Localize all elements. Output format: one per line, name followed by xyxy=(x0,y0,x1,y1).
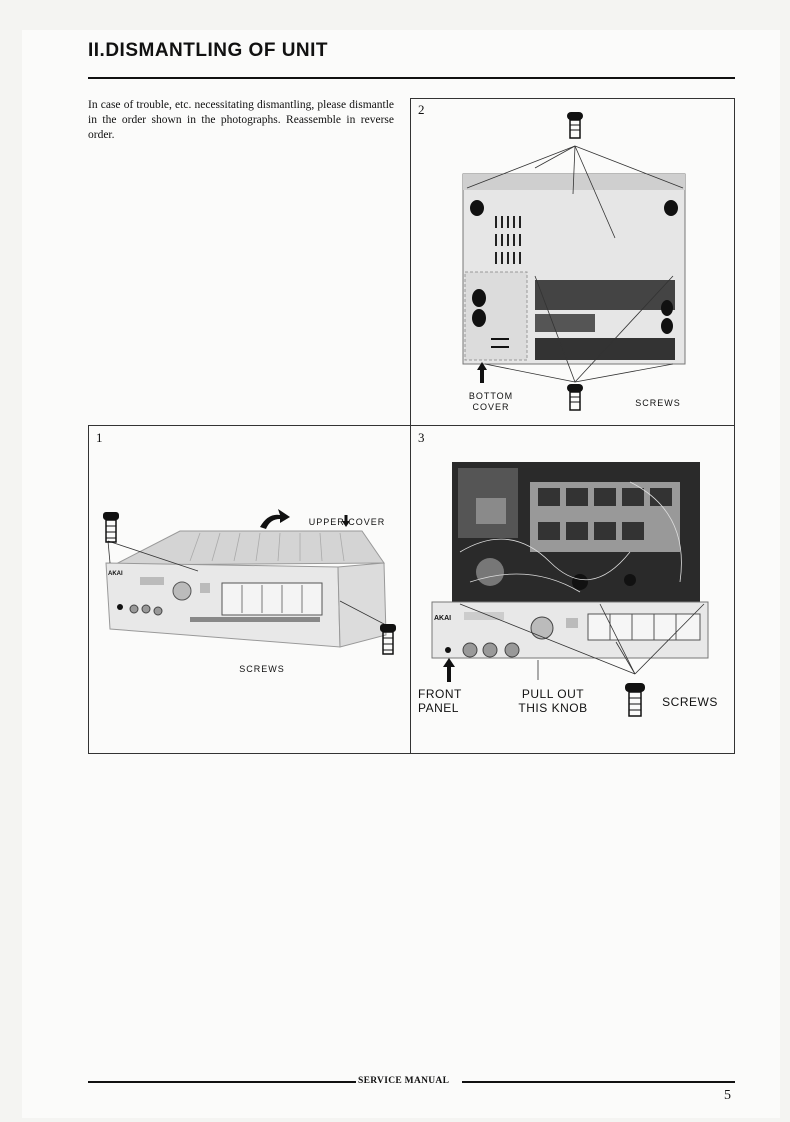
panel-2-screws-label: SCREWS xyxy=(635,398,681,408)
frame-top-right xyxy=(410,98,735,99)
screw-icon xyxy=(623,683,647,719)
frame-middle xyxy=(88,425,735,426)
intro-paragraph: In case of trouble, etc. necessitating dismantling, please dismantle in the order shown in the photographs. Reassemble in reverse order. xyxy=(88,99,394,141)
panel-2-number: 2 xyxy=(418,102,425,117)
front-panel-label: FRONT PANEL xyxy=(418,687,462,715)
footer-rule-right xyxy=(462,1081,735,1083)
frame-bottom xyxy=(88,753,735,754)
bottom-cover-label: BOTTOM COVER xyxy=(468,391,514,412)
frame-left-lower xyxy=(88,425,89,754)
panel-3-number: 3 xyxy=(418,430,425,445)
screw-icon xyxy=(567,112,583,138)
panel-1-number: 1 xyxy=(96,430,103,445)
screw-icon xyxy=(101,512,121,548)
frame-left-upper xyxy=(410,98,411,754)
upper-cover-label: UPPER COVER xyxy=(308,517,386,527)
arrow-up-icon xyxy=(442,658,456,684)
akai-logo: AKAI xyxy=(434,615,452,622)
akai-logo: AKAI xyxy=(108,571,123,577)
panel-3-interior-photo xyxy=(430,462,710,682)
footer-rule-left xyxy=(88,1081,356,1083)
panel-2-bottom-view-photo xyxy=(455,112,695,342)
panel-3-screws-label: SCREWS xyxy=(662,695,718,709)
screw-icon xyxy=(378,624,398,660)
page-number: 5 xyxy=(724,1088,731,1103)
section-title: II.DISMANTLING OF UNIT xyxy=(88,40,329,61)
footer-label: SERVICE MANUAL xyxy=(358,1076,450,1086)
frame-right xyxy=(734,98,735,754)
panel-1-screws-label: SCREWS xyxy=(239,664,285,674)
curved-arrow-icon xyxy=(260,509,290,529)
title-rule xyxy=(88,77,735,79)
pull-out-knob-label: PULL OUT THIS KNOB xyxy=(518,687,588,715)
